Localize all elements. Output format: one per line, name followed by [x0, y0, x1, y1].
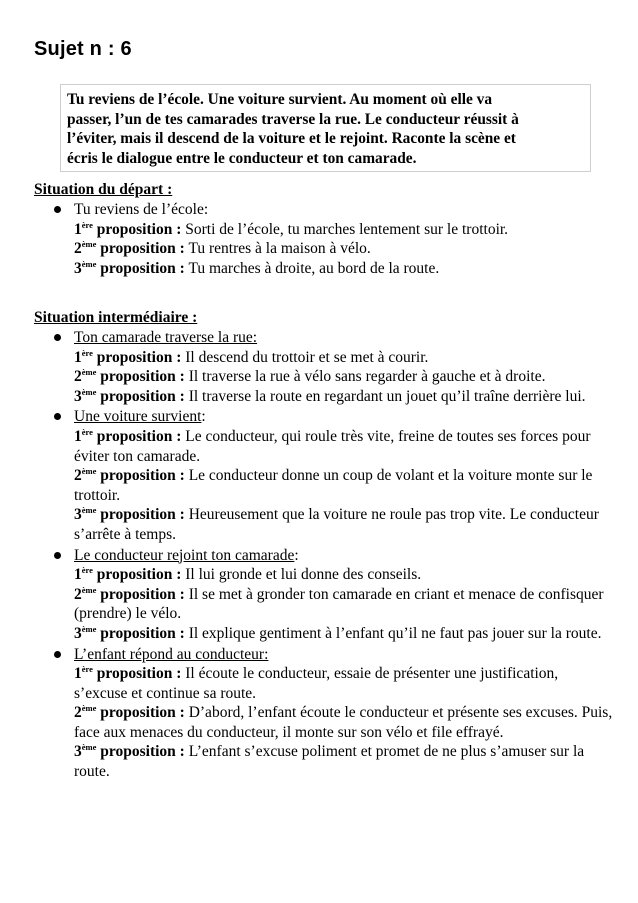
bullet-title: [74, 645, 614, 665]
proposition: [74, 703, 614, 742]
proposition: [74, 387, 614, 407]
proposition-number: 1: [74, 348, 82, 366]
proposition-word: proposition :: [96, 220, 182, 238]
proposition-ordinal: ère: [81, 565, 93, 576]
list-item: [34, 645, 614, 782]
proposition-number: 3: [74, 624, 82, 642]
proposition-number: 1: [74, 566, 82, 584]
proposition-text: Tu rentres à la maison à vélo.: [188, 240, 371, 258]
proposition-number: 3: [74, 259, 82, 277]
proposition-label: [74, 586, 185, 603]
bullet-title-suffix: :: [294, 546, 299, 564]
proposition-number: 1: [74, 427, 82, 445]
proposition-number: 2: [74, 704, 82, 722]
proposition-ordinal: ème: [81, 367, 97, 378]
proposition-ordinal: ème: [81, 466, 97, 477]
bullet-title-text: Tu reviens de l’école: [74, 201, 204, 218]
bullet-title-text: Ton camarade traverse la rue:: [74, 329, 258, 346]
proposition-label: [74, 566, 181, 583]
proposition: [74, 220, 614, 240]
proposition-number: 2: [74, 467, 82, 485]
proposition: [74, 624, 614, 644]
bullet-title: [74, 200, 614, 220]
proposition-label: [74, 625, 185, 642]
proposition-ordinal: ème: [81, 623, 97, 634]
proposition-word: proposition :: [96, 348, 182, 366]
proposition-label: [74, 428, 181, 445]
proposition-text: D’abord, l’enfant écoute le conducteur et présente ses excuses. Puis, face aux menaces du conducteur, il monte sur son vélo et file effrayé.: [74, 704, 613, 741]
prompt-line: passer, l’un de tes camarades traverse la rue. Le conducteur réussit à: [67, 110, 519, 128]
proposition: [74, 505, 614, 544]
proposition: [74, 585, 614, 624]
proposition-text: Sorti de l’école, tu marches lentement sur le trottoir.: [185, 220, 509, 238]
proposition-text: Il lui gronde et lui donne des conseils.: [185, 566, 422, 584]
proposition-number: 2: [74, 368, 82, 386]
proposition-number: 3: [74, 506, 82, 524]
proposition-ordinal: ème: [81, 258, 97, 269]
proposition: [74, 348, 614, 368]
section-heading: Situation intermédiaire :: [34, 309, 198, 326]
prompt-line: l’éviter, mais il descend de la voiture et le rejoint. Raconte la scène et: [67, 130, 516, 148]
proposition-ordinal: ère: [81, 664, 93, 675]
proposition-ordinal: ère: [81, 347, 93, 358]
proposition: [74, 367, 614, 387]
proposition-number: 1: [74, 665, 82, 683]
section-intermediaire: [34, 308, 614, 782]
proposition-word: proposition :: [100, 743, 185, 761]
proposition-text: Il explique gentiment à l’enfant qu’il ne faut pas jouer sur la route.: [188, 624, 602, 642]
proposition-word: proposition :: [96, 566, 182, 584]
proposition-text: Le conducteur donne un coup de volant et la voiture monte sur le trottoir.: [74, 467, 593, 504]
proposition-label: [74, 388, 185, 405]
proposition-number: 1: [74, 220, 82, 238]
proposition-text: Il écoute le conducteur, essaie de présenter une justification, s’excuse et continue sa route.: [74, 665, 559, 702]
proposition-text: Le conducteur, qui roule très vite, freine de toutes ses forces pour éviter ton camarade.: [74, 427, 591, 465]
proposition: [74, 259, 614, 279]
proposition-text: Il descend du trottoir et se met à courir.: [185, 348, 429, 366]
prompt-line: Tu reviens de l’école. Une voiture survient. Au moment où elle va: [67, 91, 493, 108]
proposition-ordinal: ème: [81, 505, 97, 516]
proposition-text: Tu marches à droite, au bord de la route.: [188, 259, 440, 277]
list-item: [34, 546, 614, 644]
proposition-word: proposition :: [100, 387, 185, 405]
section-depart: [34, 180, 614, 278]
proposition: [74, 742, 614, 781]
proposition-ordinal: ère: [81, 426, 93, 437]
page-title: Sujet n : 6: [34, 38, 132, 60]
proposition-label: [74, 368, 185, 385]
bullet-title-text: Le conducteur rejoint ton camarade: [74, 546, 295, 564]
proposition-word: proposition :: [96, 427, 182, 445]
proposition-label: [74, 221, 181, 238]
proposition-word: proposition :: [100, 585, 185, 603]
proposition-ordinal: ère: [81, 219, 93, 230]
proposition-text: L’enfant s’excuse poliment et promet de ne plus s’amuser sur la route.: [74, 743, 585, 781]
section-heading: Situation du départ :: [34, 181, 173, 198]
proposition-number: 2: [74, 585, 82, 603]
proposition-word: proposition :: [96, 665, 182, 683]
proposition-label: [74, 704, 185, 721]
proposition: [74, 565, 614, 585]
proposition-text: Il se met à gronder ton camarade en criant et menace de confisquer (prendre) le vélo.: [74, 585, 604, 623]
proposition-number: 2: [74, 240, 82, 258]
proposition-label: [74, 260, 185, 277]
proposition-text: Heureusement que la voiture ne roule pas trop vite. Le conducteur s’arrête à temps.: [74, 506, 599, 543]
proposition-word: proposition :: [100, 624, 185, 642]
proposition: [74, 239, 614, 259]
bullet-title-suffix: :: [203, 201, 209, 218]
proposition: [74, 427, 614, 466]
bullet-title: [74, 407, 614, 427]
proposition-number: 3: [74, 387, 82, 405]
bullet-title-suffix: :: [201, 408, 206, 426]
proposition: [74, 664, 614, 703]
proposition-label: [74, 349, 181, 366]
prompt-line: écris le dialogue entre le conducteur et ton camarade.: [67, 149, 417, 167]
prompt-box: [60, 84, 591, 172]
proposition-label: [74, 240, 185, 257]
proposition-ordinal: ème: [81, 386, 97, 397]
bullet-list: [34, 200, 614, 278]
list-item: [34, 328, 614, 406]
proposition-number: 3: [74, 743, 82, 761]
proposition-word: proposition :: [100, 704, 185, 722]
proposition-label: [74, 506, 185, 523]
bullet-title-text: Une voiture survient: [74, 408, 202, 426]
bullet-title: [74, 328, 614, 348]
proposition-label: [74, 665, 181, 682]
proposition-ordinal: ème: [81, 239, 97, 250]
proposition-label: [74, 743, 185, 760]
proposition-ordinal: ème: [81, 742, 97, 753]
list-item: [34, 407, 614, 544]
proposition-ordinal: ème: [81, 703, 97, 714]
proposition: [74, 466, 614, 505]
bullet-title: [74, 546, 614, 566]
proposition-text: Il traverse la rue à vélo sans regarder à gauche et à droite.: [188, 368, 546, 386]
proposition-word: proposition :: [100, 259, 185, 277]
list-item: [34, 200, 614, 278]
proposition-word: proposition :: [100, 467, 185, 485]
proposition-word: proposition :: [100, 368, 185, 386]
proposition-label: [74, 467, 185, 484]
proposition-word: proposition :: [100, 240, 185, 258]
proposition-word: proposition :: [100, 506, 185, 524]
proposition-ordinal: ème: [81, 584, 97, 595]
bullet-list: [34, 328, 614, 782]
bullet-title-text: L’enfant répond au conducteur:: [74, 645, 269, 663]
proposition-text: Il traverse la route en regardant un jouet qu’il traîne derrière lui.: [188, 387, 586, 405]
